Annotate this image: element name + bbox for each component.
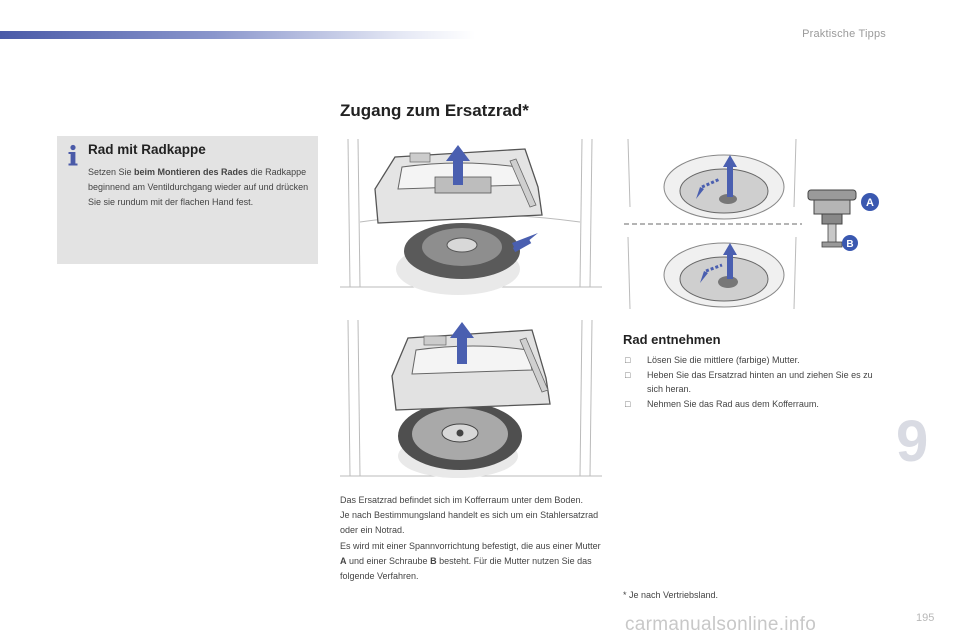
info-box	[57, 136, 318, 264]
list-item: □ Lösen Sie die mittlere (farbige) Mutter.	[623, 353, 883, 368]
trunk-floor-lift-illustration	[340, 137, 602, 295]
list-item: □ Nehmen Sie das Rad aus dem Kofferraum.	[623, 397, 883, 412]
header-accent-bar	[0, 31, 475, 39]
nut-and-screw-illustration	[806, 182, 882, 256]
info-box-text: Setzen Sie beim Montieren des Rades die Radkappe beginnend am Ventildurchgang wieder auf und drücken Sie sie rundum mit der flachen Hand fest.	[88, 167, 309, 207]
checkbox-bullet-icon: □	[625, 398, 631, 409]
watermark: carmanualsonline.info	[625, 614, 817, 635]
section-title: Praktische Tipps	[802, 28, 886, 40]
removal-steps-list	[623, 353, 883, 411]
wheel-well-illustration	[624, 137, 802, 312]
body-paragraph-1: Das Ersatzrad befindet sich im Kofferraum unter dem Boden.	[340, 495, 583, 505]
list-item: □ Heben Sie das Ersatzrad hinten an und ziehen Sie es zu sich heran.	[625, 369, 873, 394]
page-number: 195	[916, 612, 935, 624]
label-b-text: B	[846, 239, 854, 250]
chapter-number: 9	[896, 409, 929, 474]
body-text	[340, 493, 602, 584]
removal-title: Rad entnehmen	[623, 332, 721, 347]
spare-wheel-trunk-illustration	[340, 318, 602, 480]
info-box-title: Rad mit Radkappe	[88, 142, 206, 157]
checkbox-bullet-icon: □	[625, 369, 631, 380]
body-paragraph-2: Je nach Bestimmungsland handelt es sich um ein Stahlersatzrad oder ein Notrad.	[340, 510, 599, 536]
footnote: * Je nach Vertriebsland.	[623, 590, 719, 600]
page-title: Zugang zum Ersatzrad*	[340, 101, 529, 120]
label-a-text: A	[866, 197, 874, 209]
info-icon	[65, 144, 81, 166]
body-paragraph-3: Es wird mit einer Spannvorrichtung befestigt, die aus einer Mutter A und einer Schraube B besteht. Für die Mutter nutzen Sie das folgende Verfahren.	[340, 540, 601, 582]
checkbox-bullet-icon: □	[625, 355, 631, 365]
